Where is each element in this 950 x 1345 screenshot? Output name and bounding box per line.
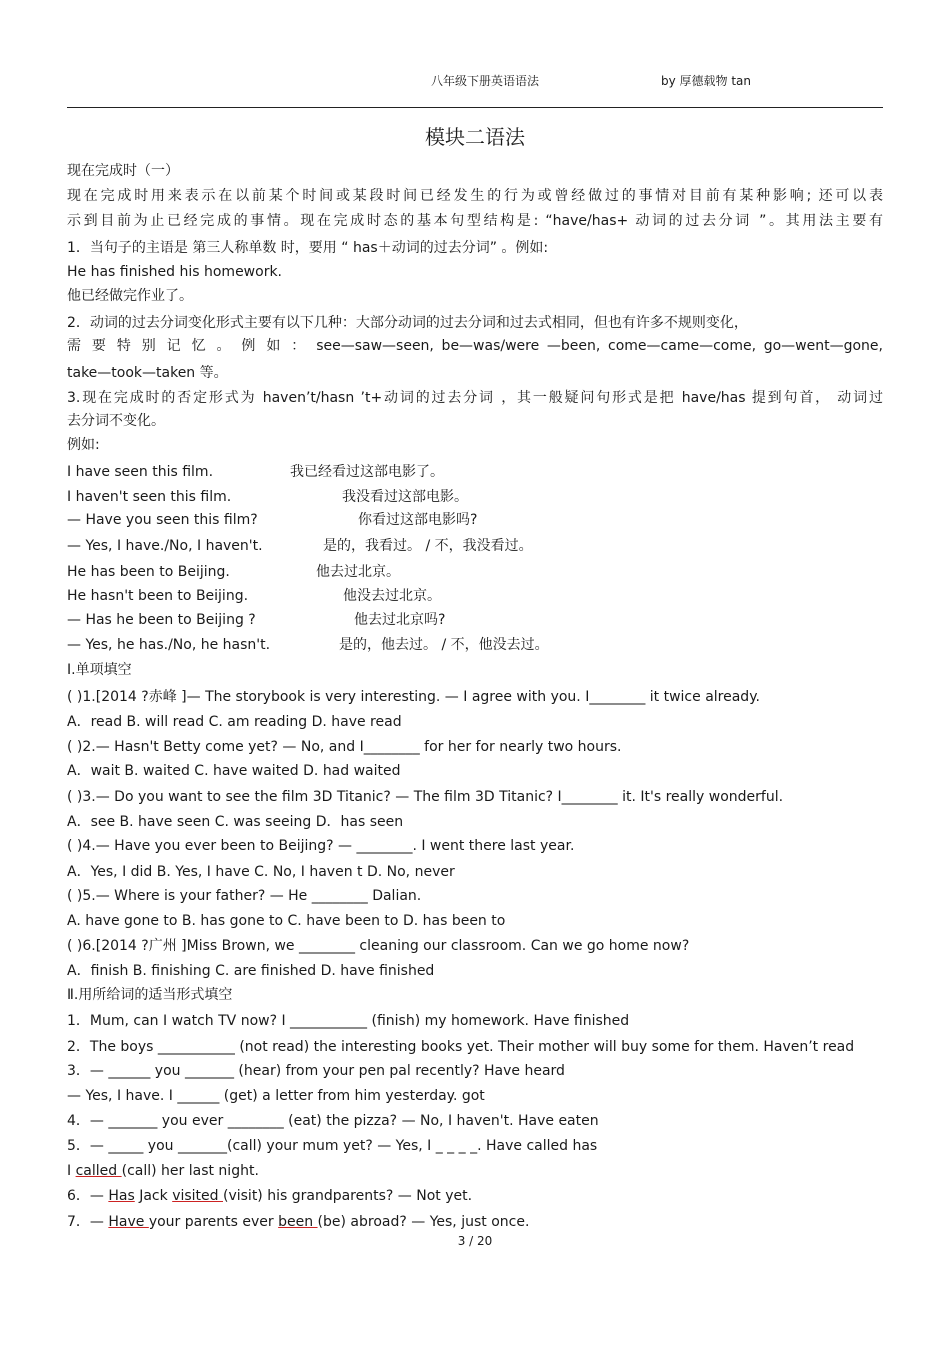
text-line: 3.现在完成时的否定形式为 haven’t/hasn ’t+动词的过去分词 ，其一般疑问句形式是把 have/has 提到句首， 动词过 [67,390,883,406]
text-line: 1．Mum, can I watch TV now? I ___________ (finish) my homework. Have finished [67,1013,630,1029]
text-line: He has finished his homework. [67,264,283,280]
header-left: 八年级下册英语语法 [431,74,540,88]
answer-been: been [278,1214,318,1230]
text-line: 5．— _____ you _______(call) your mum yet? — Yes, I _ _ _ _. Have called has [67,1138,598,1154]
text-line: 是的，他去过。 / 不，他没去过。 [339,637,549,653]
text-line: — Yes, I have./No, I haven't. [67,538,263,554]
text-line: 现在完成时用来表示在以前某个时间或某段时间已经发生的行为或曾经做过的事情对目前有某种影响; 还可以表 [67,188,883,204]
answer-have: Have [108,1214,149,1230]
text-line: 1．当句子的主语是 第三人称单数 时，要用 “ has＋动词的过去分词” 。例如: [67,240,549,256]
text-line: 例如: [67,437,100,453]
text-line: A．Yes, I did B. Yes, I have C. No, I haven t D. No, never [67,864,455,880]
text-line: 2．The boys ___________ (not read) the interesting books yet. Their mother will buy some for them. Haven’t read [67,1039,855,1055]
answer-called: called [75,1163,122,1179]
header-right: by 厚德载物 tan [661,74,752,88]
text-line: 去分词不变化。 [67,413,165,429]
text-line: A．finish B. finishing C. are finished D. have finished [67,963,435,979]
text-line: 是的，我看过。 / 不，我没看过。 [323,538,533,554]
text-line: 2．动词的过去分词变化形式主要有以下几种：大部分动词的过去分词和过去式相同，但也有许多不规则变化， [67,315,748,331]
answer-visited: visited [172,1188,223,1204]
answer-has: Has [108,1188,135,1204]
text-line: A．see B. have seen C. was seeing D．has seen [67,814,404,830]
text-line: — Have you seen this film? [67,512,258,528]
text-line: take—took—taken 等。 [67,365,228,381]
text-line: ( )1.[2014 ?赤峰 ]— The storybook is very interesting. — I agree with you. I________ it twice already. [67,689,760,705]
text-line: 我没看过这部电影。 [342,489,468,505]
text-line: A．wait B. waited C. have waited D. had waited [67,763,401,779]
text-line: 他去过北京。 [316,564,400,580]
text-line: ( )5.— Where is your father? — He ________ Dalian. [67,888,422,904]
text-line: 需 要 特 别 记 忆 。 例 如 ： see—saw—seen, be—was/were —been, come—came—come, go—went—gone, [67,338,883,354]
text-line: Ⅱ.用所给词的适当形式填空 [67,987,233,1003]
text-line: ( )4.— Have you ever been to Beijing? — ________. I went there last year. [67,838,575,854]
text-line: ( )3.— Do you want to see the film 3D Titanic? — The film 3D Titanic? I________ it. It's really wonderful. [67,789,784,805]
text-line: I haven't seen this film. [67,489,232,505]
exercise-5-answer-line: I called (call) her last night. [67,1163,259,1179]
text-line: 现在完成时（一） [67,163,179,179]
text-line: — Has he been to Beijing ? [67,612,256,628]
text-line: 4．— _______ you ever ________ (eat) the pizza? — No, I haven't. Have eaten [67,1113,599,1129]
exercise-6-line: 6．— Has Jack visited (visit) his grandparents? — Not yet. [67,1188,473,1204]
text-line: 你看过这部电影吗? [358,512,478,528]
page-number: 3 / 20 [457,1234,493,1248]
text-line: A．read B. will read C. am reading D. have read [67,714,402,730]
text-line: 示到目前为止已经完成的事情。现在完成时态的基本句型结构是: “have/has+ 动词的过去分词 ”。其用法主要有 [67,213,883,229]
page-title: 模块二语法 [425,125,525,149]
text-line: Ⅰ.单项填空 [67,662,132,678]
text-line: A. have gone to B. has gone to C. have been to D. has been to [67,913,506,929]
text-line: 3．— ______ you _______ (hear) from your pen pal recently? Have heard [67,1063,565,1079]
text-line: 他没去过北京。 [343,588,441,604]
text-line: 他已经做完作业了。 [67,288,193,304]
exercise-7-line: 7．— Have your parents ever been (be) abroad? — Yes, just once. [67,1214,530,1230]
text-line: 他去过北京吗? [354,612,446,628]
text-line: ( )6.[2014 ?广州 ]Miss Brown, we ________ cleaning our classroom. Can we go home now? [67,938,690,954]
text-line: — Yes, he has./No, he hasn't. [67,637,271,653]
text-line: He has been to Beijing. [67,564,230,580]
text-line: — Yes, I have. I ______ (get) a letter from him yesterday. got [67,1088,485,1104]
header-rule [67,107,883,108]
text-line: ( )2.— Hasn't Betty come yet? — No, and I________ for her for nearly two hours. [67,739,622,755]
text-line: He hasn't been to Beijing. [67,588,249,604]
text-line: 我已经看过这部电影了。 [290,464,444,480]
text-line: I have seen this film. [67,464,214,480]
